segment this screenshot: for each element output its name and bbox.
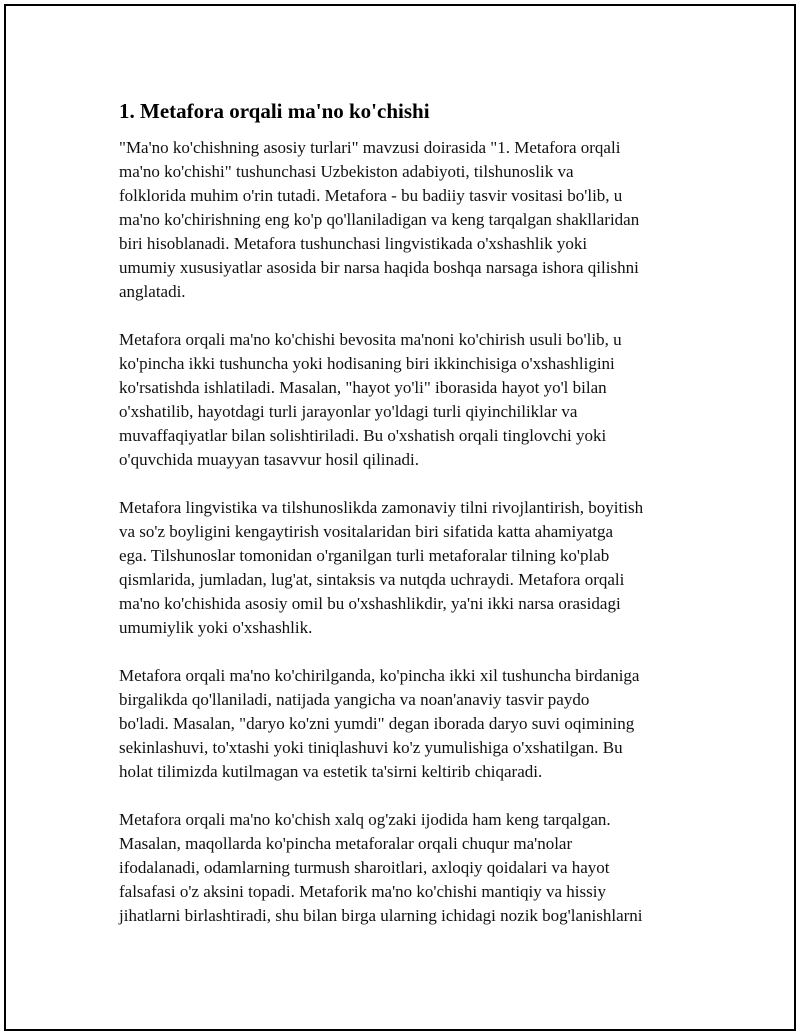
text-line: o'quvchida muayyan tasavvur hosil qilinadi. — [119, 450, 420, 469]
text-line: "Ma'no ko'chishning asosiy turlari" mavzusi doirasida "1. Metafora orqali — [119, 138, 621, 157]
text-line: holat tilimizda kutilmagan va estetik ta'sirni keltirib chiqaradi. — [119, 762, 543, 781]
text-line: birgalikda qo'llaniladi, natijada yangicha va noan'anaviy tasvir paydo — [119, 690, 590, 709]
text-line: qismlarida, jumladan, lug'at, sintaksis va nutqda uchraydi. Metafora orqali — [119, 570, 625, 589]
text-line: Metafora orqali ma'no ko'chishi bevosita ma'noni ko'chirish usuli bo'lib, u — [119, 330, 622, 349]
page-frame — [4, 4, 796, 1031]
text-line: anglatadi. — [119, 282, 186, 301]
text-line: falsafasi o'z aksini topadi. Metaforik ma'no ko'chishi mantiqiy va hissiy — [119, 882, 606, 901]
text-line: Metafora orqali ma'no ko'chish xalq og'zaki ijodida ham keng tarqalgan. — [119, 810, 611, 829]
text-line: va so'z boyligini kengaytirish vositalaridan biri sifatida katta ahamiyatga — [119, 522, 614, 541]
text-line: folklorida muhim o'rin tutadi. Metafora - bu badiiy tasvir vositasi bo'lib, u — [119, 186, 623, 205]
text-line: ma'no ko'chishi" tushunchasi Uzbekiston adabiyoti, tilshunoslik va — [119, 162, 574, 181]
text-line: bo'ladi. Masalan, "daryo ko'zni yumdi" degan iborada daryo suvi oqimining — [119, 714, 635, 733]
text-line: jihatlarni birlashtiradi, shu bilan birga ularning ichidagi nozik bog'lanishlarni — [119, 906, 643, 925]
section-heading: 1. Metafora orqali ma'no ko'chishi — [119, 99, 430, 123]
paragraph-5 — [119, 808, 699, 928]
text-line: ko'rsatishda ishlatiladi. Masalan, "hayot yo'li" iborasida hayot yo'l bilan — [119, 378, 607, 397]
paragraph-3 — [119, 496, 699, 640]
text-line: ifodalanadi, odamlarning turmush sharoitlari, axloqiy qoidalari va hayot — [119, 858, 610, 877]
paragraph-1 — [119, 136, 699, 304]
text-line: Metafora orqali ma'no ko'chirilganda, ko'pincha ikki xil tushuncha birdaniga — [119, 666, 640, 685]
text-line: umumiylik yoki o'xshashlik. — [119, 618, 313, 637]
paragraph-2 — [119, 328, 699, 472]
text-line: ega. Tilshunoslar tomonidan o'rganilgan turli metaforalar tilning ko'plab — [119, 546, 610, 565]
text-line: Metafora lingvistika va tilshunoslikda zamonaviy tilni rivojlantirish, boyitish — [119, 498, 644, 517]
text-line: muvaffaqiyatlar bilan solishtiriladi. Bu o'xshatish orqali tinglovchi yoki — [119, 426, 607, 445]
text-line: ko'pincha ikki tushuncha yoki hodisaning biri ikkinchisiga o'xshashligini — [119, 354, 615, 373]
text-line: ma'no ko'chirishning eng ko'p qo'llaniladigan va keng tarqalgan shakllaridan — [119, 210, 640, 229]
text-line: ma'no ko'chishida asosiy omil bu o'xshashlikdir, ya'ni ikki narsa orasidagi — [119, 594, 621, 613]
paragraph-4 — [119, 664, 699, 784]
document-body — [119, 98, 699, 952]
text-line: sekinlashuvi, to'xtashi yoki tiniqlashuvi ko'z yumulishiga o'xshatilgan. Bu — [119, 738, 623, 757]
text-line: o'xshatilib, hayotdagi turli jarayonlar yo'ldagi turli qiyinchiliklar va — [119, 402, 578, 421]
text-line: umumiy xususiyatlar asosida bir narsa haqida boshqa narsaga ishora qilishni — [119, 258, 639, 277]
text-line: biri hisoblanadi. Metafora tushunchasi lingvistikada o'xshashlik yoki — [119, 234, 588, 253]
text-line: Masalan, maqollarda ko'pincha metaforalar orqali chuqur ma'nolar — [119, 834, 573, 853]
